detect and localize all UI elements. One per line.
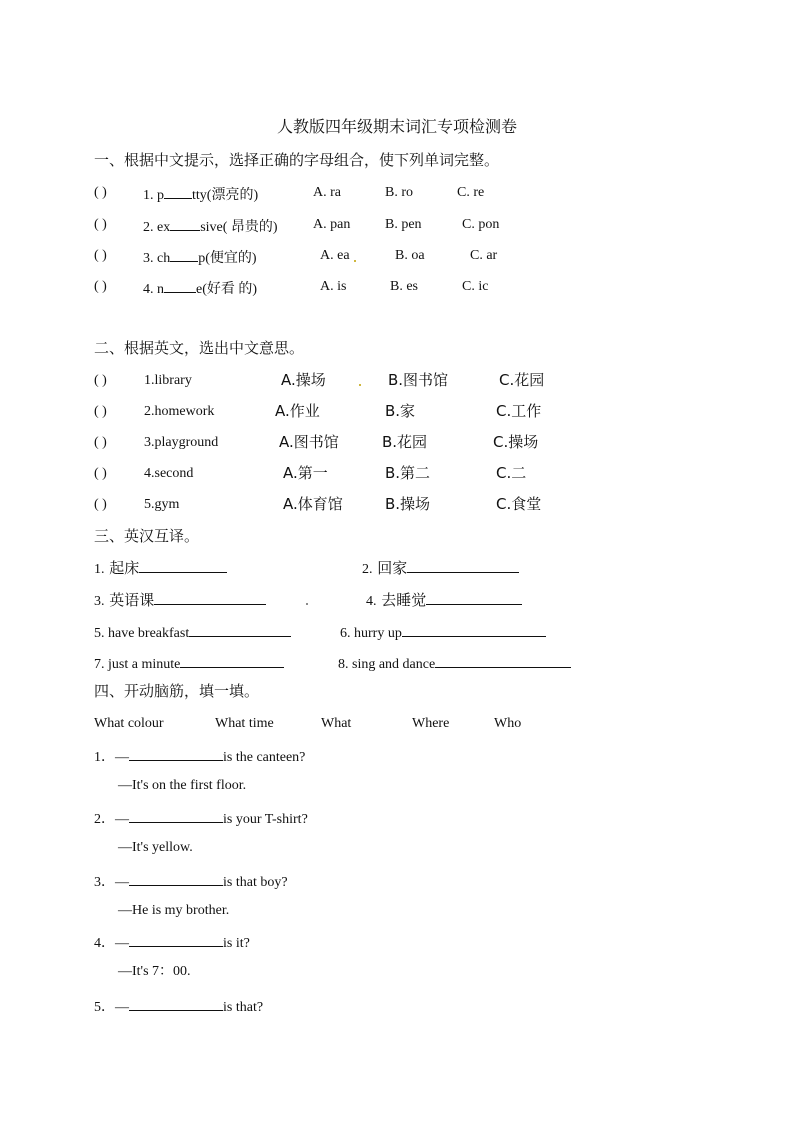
blank-line [170, 249, 198, 262]
blank-line [402, 624, 546, 637]
option-c: C.工作 [496, 402, 542, 420]
option-a: A. ra [313, 185, 341, 200]
answer-paren: ( ) [94, 404, 107, 419]
section-3-heading: 三、英汉互译。 [94, 527, 200, 545]
english-word: 4.second [144, 466, 194, 481]
fill-question: 5．— is that? [94, 1000, 264, 1015]
stray-mark [306, 603, 308, 605]
question-text: 4. n e(好看 的) [143, 282, 258, 297]
page-title: 人教版四年级期末词汇专项检测卷 [277, 117, 518, 136]
translation-item: 2. 回家 [362, 560, 519, 577]
translation-item: 6. hurry up [340, 624, 546, 641]
option-b: B.花园 [382, 433, 428, 451]
section-2-heading: 二、根据英文，选出中文意思。 [94, 339, 305, 357]
option-c: C.花园 [499, 371, 545, 389]
blank-line [129, 810, 223, 823]
fill-answer: —It's on the first floor. [118, 778, 247, 793]
answer-paren: ( ) [94, 279, 107, 294]
section-1-heading: 一、根据中文提示，选择正确的字母组合，使下列单词完整。 [94, 151, 500, 169]
option-b: B. pen [385, 217, 422, 232]
translation-item: 7. just a minute [94, 655, 284, 672]
section-4-heading: 四、开动脑筋，填一填。 [94, 682, 260, 700]
blank-line [170, 218, 200, 231]
fill-answer: —It's yellow. [118, 840, 193, 855]
option-a: A.第一 [283, 464, 328, 482]
option-a: A. ea [320, 248, 350, 263]
option-a: A. is [320, 279, 347, 294]
option-b: B. ro [385, 185, 413, 200]
question-text: 2. ex sive( 昂贵的) [143, 220, 278, 235]
option-a: A.作业 [275, 402, 320, 420]
option-b: B.图书馆 [388, 371, 449, 389]
fill-question: 4．— is it? [94, 936, 250, 951]
blank-line [154, 592, 266, 605]
blank-line [139, 560, 227, 573]
blank-line [129, 748, 223, 761]
option-b: B. es [390, 279, 418, 294]
blank-line [129, 873, 223, 886]
option-c: C.食堂 [496, 495, 542, 513]
question-text: 1. p tty(漂亮的) [143, 188, 259, 203]
answer-paren: ( ) [94, 248, 107, 263]
word-bank-item: What colour [94, 716, 164, 731]
option-b: B.家 [385, 402, 416, 420]
english-word: 3.playground [144, 435, 219, 450]
english-word: 1.library [144, 373, 192, 388]
translation-item: 5. have breakfast [94, 624, 291, 641]
option-b: B. oa [395, 248, 425, 263]
question-text: 3. ch p(便宜的) [143, 251, 257, 266]
option-a: A.体育馆 [283, 495, 343, 513]
translation-item: 3. 英语课 [94, 592, 266, 609]
option-c: C. ic [462, 279, 489, 294]
word-bank-item: What [321, 716, 352, 731]
blank-line [180, 655, 284, 668]
stray-mark [354, 260, 356, 262]
blank-line [164, 186, 192, 199]
translation-item: 8. sing and dance [338, 655, 571, 672]
word-bank-item: Where [412, 716, 450, 731]
fill-answer: —He is my brother. [118, 903, 230, 918]
option-c: C.二 [496, 464, 527, 482]
word-bank-item: Who [494, 716, 522, 731]
blank-line [426, 592, 522, 605]
blank-line [189, 624, 291, 637]
option-a: A.操场 [281, 371, 326, 389]
option-c: C. pon [462, 217, 500, 232]
translation-item: 1. 起床 [94, 560, 227, 577]
blank-line [129, 998, 223, 1011]
option-b: B.第二 [385, 464, 431, 482]
fill-question: 2．— is your T-shirt? [94, 812, 308, 827]
translation-item: 4. 去睡觉 [366, 592, 522, 609]
option-c: C.操场 [493, 433, 539, 451]
option-b: B.操场 [385, 495, 431, 513]
fill-answer: —It's 7：00. [118, 964, 191, 979]
option-a: A. pan [313, 217, 351, 232]
option-a: A.图书馆 [279, 433, 339, 451]
english-word: 2.homework [144, 404, 215, 419]
answer-paren: ( ) [94, 373, 107, 388]
option-c: C. ar [470, 248, 498, 263]
answer-paren: ( ) [94, 185, 107, 200]
option-c: C. re [457, 185, 485, 200]
blank-line [164, 280, 196, 293]
blank-line [129, 934, 223, 947]
answer-paren: ( ) [94, 217, 107, 232]
word-bank-item: What time [215, 716, 274, 731]
blank-line [407, 560, 519, 573]
answer-paren: ( ) [94, 435, 107, 450]
answer-paren: ( ) [94, 466, 107, 481]
english-word: 5.gym [144, 497, 180, 512]
fill-question: 1．— is the canteen? [94, 750, 306, 765]
stray-mark [359, 384, 361, 386]
blank-line [435, 655, 571, 668]
answer-paren: ( ) [94, 497, 107, 512]
fill-question: 3．— is that boy? [94, 875, 288, 890]
